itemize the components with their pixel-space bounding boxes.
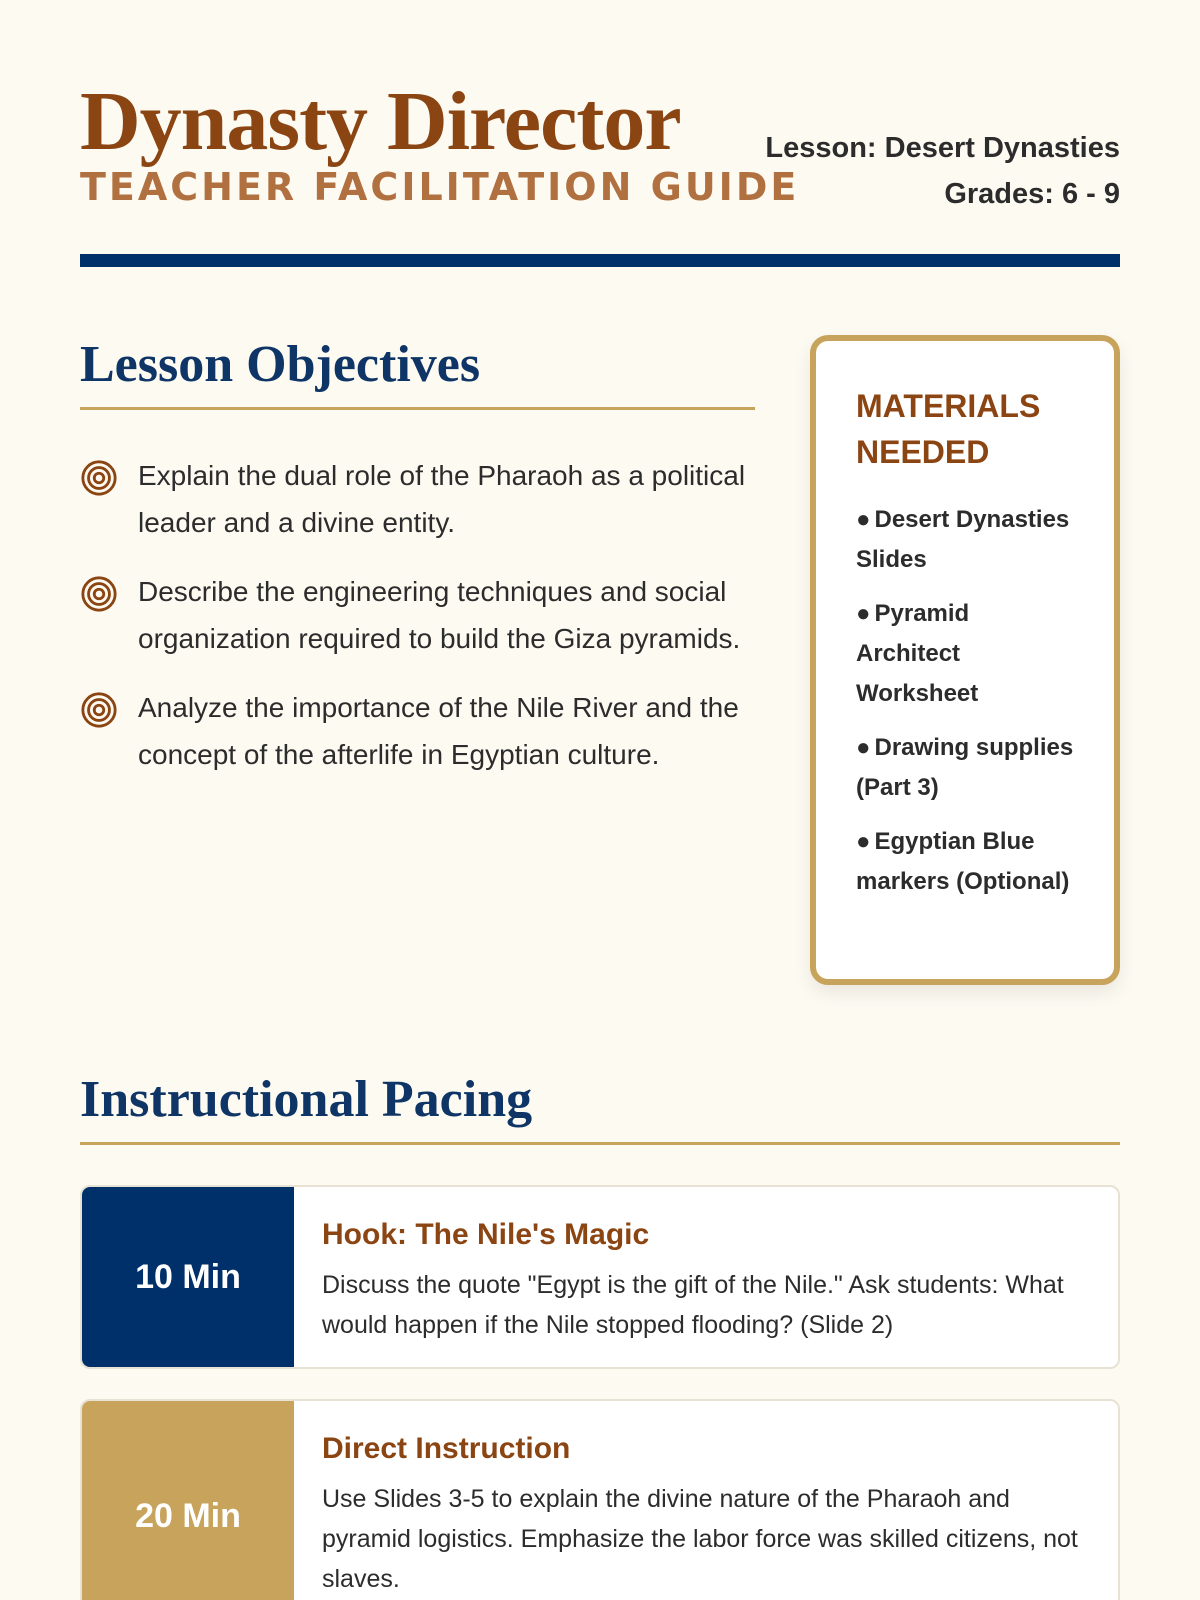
- objectives-heading: Lesson Objectives: [80, 336, 481, 393]
- pacing-heading: Instructional Pacing: [80, 1071, 533, 1128]
- lesson-objectives-section: [80, 335, 755, 803]
- brand-title: Dynasty Director: [80, 75, 681, 168]
- pacing-card-title: Hook: The Nile's Magic: [322, 1218, 650, 1251]
- pacing-card: [80, 1399, 1120, 1600]
- objective-item: [80, 571, 755, 662]
- material-text: Egyptian Blue markers (Optional): [856, 828, 1070, 895]
- bullet-icon: ●: [856, 600, 871, 627]
- materials-box: [810, 335, 1120, 985]
- pacing-card-description: Discuss the quote "Egypt is the gift of the Nile." Ask students: What would happen if the Nile stopped flooding? (Slide 2): [322, 1271, 1064, 1339]
- objective-item: [80, 687, 755, 778]
- header: [80, 75, 1120, 270]
- pacing-duration: 10 Min: [82, 1187, 294, 1367]
- target-icon: [80, 459, 118, 497]
- pacing-divider: [80, 1142, 1120, 1145]
- pacing-content: [294, 1401, 1118, 1600]
- objective-text: Analyze the importance of the Nile River and the concept of the afterlife in Egyptian culture.: [138, 692, 739, 770]
- target-icon: [80, 575, 118, 613]
- objectives-divider: [80, 407, 755, 410]
- pacing-duration: 20 Min: [82, 1401, 294, 1600]
- material-text: Drawing supplies (Part 3): [856, 734, 1074, 801]
- bullet-icon: ●: [856, 506, 871, 533]
- pacing-content: [294, 1187, 1118, 1367]
- instructional-pacing-section: [80, 1070, 1120, 1600]
- bullet-icon: ●: [856, 734, 871, 761]
- materials-heading: MATERIALS NEEDED: [856, 388, 1041, 470]
- material-item: [856, 500, 1074, 580]
- objective-item: [80, 455, 755, 546]
- material-item: [856, 822, 1074, 902]
- target-icon: [80, 691, 118, 729]
- objective-text: Describe the engineering techniques and social organization required to build the Giza pyramids.: [138, 576, 741, 654]
- pacing-cards: [80, 1185, 1120, 1600]
- objective-text: Explain the dual role of the Pharaoh as a political leader and a divine entity.: [138, 460, 746, 538]
- pacing-card-title: Direct Instruction: [322, 1432, 571, 1465]
- material-text: Desert Dynasties Slides: [856, 506, 1070, 573]
- bullet-icon: ●: [856, 828, 871, 855]
- lesson-name: Lesson: Desert Dynasties: [765, 132, 1120, 164]
- material-text: Pyramid Architect Worksheet: [856, 600, 979, 707]
- material-item: [856, 594, 1074, 714]
- pacing-card-description: Use Slides 3-5 to explain the divine nature of the Pharaoh and pyramid logistics. Emphasize the labor force was skilled citizens, not slaves.: [322, 1485, 1078, 1593]
- lesson-meta: [765, 125, 1120, 217]
- material-item: [856, 728, 1074, 808]
- grade-range: Grades: 6 - 9: [944, 178, 1120, 210]
- brand-subtitle: TEACHER FACILITATION GUIDE: [80, 165, 800, 209]
- objectives-list: [80, 455, 755, 778]
- pacing-card: [80, 1185, 1120, 1369]
- header-divider: [80, 254, 1120, 267]
